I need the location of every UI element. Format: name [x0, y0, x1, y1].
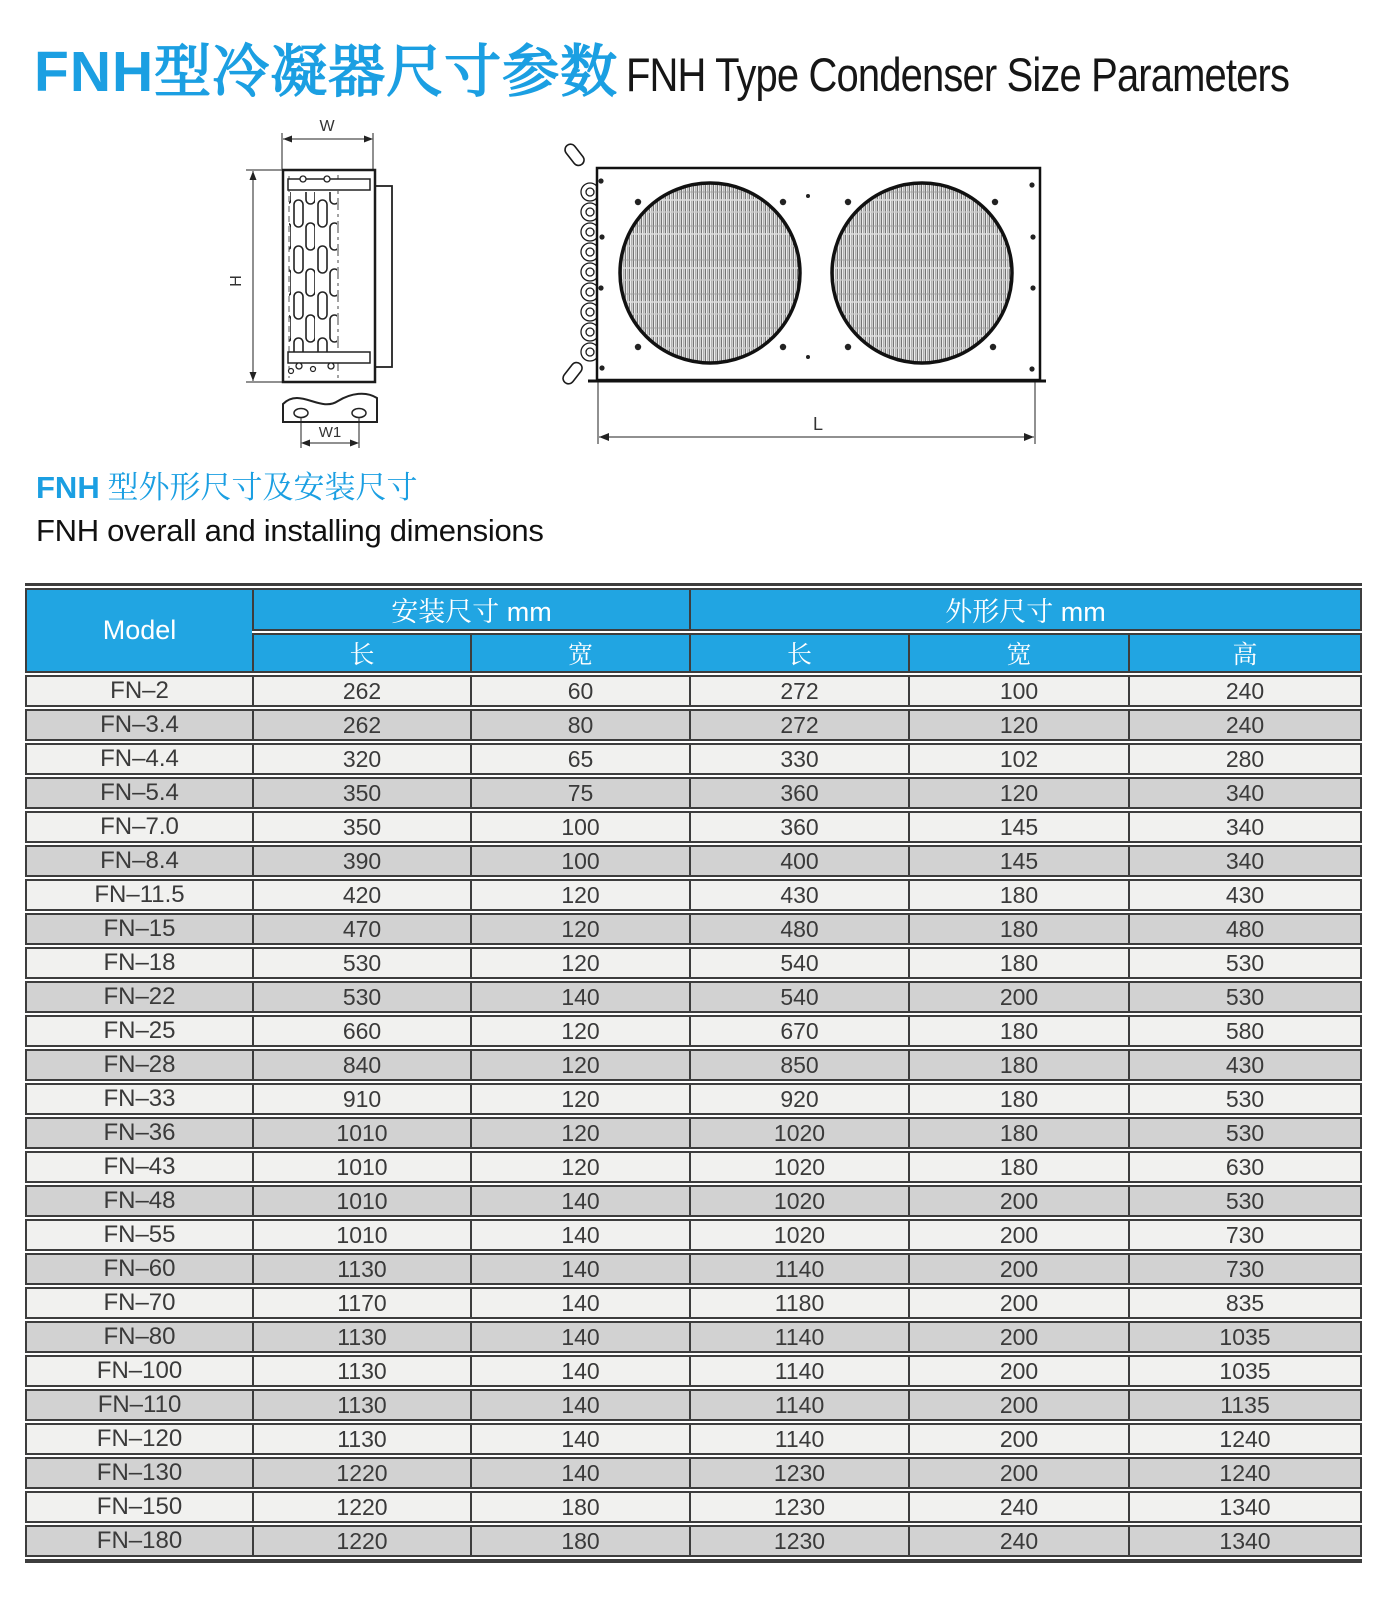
dimension-cell: 120 — [470, 1015, 689, 1047]
dimension-cell: 1240 — [1128, 1457, 1362, 1489]
model-cell: FN–55 — [25, 1219, 252, 1251]
model-cell: FN–150 — [25, 1491, 252, 1523]
table-row — [25, 811, 1362, 843]
dimension-cell: 430 — [1128, 879, 1362, 911]
dimension-cell: 530 — [1128, 981, 1362, 1013]
table-row — [25, 1423, 1362, 1455]
model-cell: FN–130 — [25, 1457, 252, 1489]
dimension-cell: 200 — [908, 1457, 1128, 1489]
coil-slot-pattern — [289, 192, 337, 354]
dimension-cell: 180 — [470, 1491, 689, 1523]
dimension-cell: 120 — [908, 709, 1128, 741]
dimension-cell: 1140 — [689, 1389, 908, 1421]
dimension-cell: 102 — [908, 743, 1128, 775]
table-row — [25, 1083, 1362, 1115]
dimension-cell: 1130 — [252, 1423, 470, 1455]
dimension-cell: 1170 — [252, 1287, 470, 1319]
dimension-cell: 60 — [470, 675, 689, 707]
label-w1: W1 — [318, 424, 342, 441]
dimension-cell: 530 — [1128, 947, 1362, 979]
dimension-cell: 1240 — [1128, 1423, 1362, 1455]
dimension-cell: 360 — [689, 777, 908, 809]
dimension-cell: 75 — [470, 777, 689, 809]
dimension-cell: 530 — [1128, 1185, 1362, 1217]
fan-grille-left — [620, 183, 800, 363]
page-title-chinese: FNH型冷凝器尺寸参数 — [34, 40, 619, 104]
size-table-body — [25, 675, 1362, 1557]
header-install-group: 安装尺寸 mm — [252, 588, 689, 631]
model-cell: FN–180 — [25, 1525, 252, 1557]
dimension-cell: 140 — [470, 1389, 689, 1421]
dimension-cell: 120 — [470, 1151, 689, 1183]
dimension-cell: 1020 — [689, 1117, 908, 1149]
table-row — [25, 1049, 1362, 1081]
dimension-cell: 920 — [689, 1083, 908, 1115]
section-heading-chinese — [36, 470, 544, 506]
dimension-cell: 240 — [908, 1491, 1128, 1523]
label-h: H — [228, 275, 245, 287]
dimension-cell: 530 — [252, 947, 470, 979]
dimension-cell: 200 — [908, 1423, 1128, 1455]
dimension-cell: 200 — [908, 1185, 1128, 1217]
dimension-cell: 1140 — [689, 1321, 908, 1353]
page-title — [34, 26, 1385, 108]
dimension-cell: 1035 — [1128, 1355, 1362, 1387]
table-row — [25, 1457, 1362, 1489]
dimension-cell: 140 — [470, 1457, 689, 1489]
model-cell: FN–4.4 — [25, 743, 252, 775]
dimension-cell: 120 — [470, 1117, 689, 1149]
dimension-cell: 910 — [252, 1083, 470, 1115]
dimension-cell: 1180 — [689, 1287, 908, 1319]
dimension-cell: 1140 — [689, 1423, 908, 1455]
dimension-cell: 1220 — [252, 1525, 470, 1557]
dimension-cell: 340 — [1128, 811, 1362, 843]
dimension-cell: 180 — [908, 879, 1128, 911]
dimension-cell: 80 — [470, 709, 689, 741]
dimension-cell: 1010 — [252, 1219, 470, 1251]
dimension-h — [246, 170, 283, 382]
dimension-cell: 280 — [1128, 743, 1362, 775]
dimension-cell: 540 — [689, 981, 908, 1013]
dimension-cell: 660 — [252, 1015, 470, 1047]
dimension-cell: 480 — [689, 913, 908, 945]
dimension-cell: 1230 — [689, 1457, 908, 1489]
model-cell: FN–25 — [25, 1015, 252, 1047]
dimension-cell: 200 — [908, 981, 1128, 1013]
dimension-cell: 272 — [689, 675, 908, 707]
model-cell: FN–7.0 — [25, 811, 252, 843]
model-cell: FN–18 — [25, 947, 252, 979]
table-row — [25, 1355, 1362, 1387]
dimension-cell: 530 — [1128, 1117, 1362, 1149]
dimension-cell: 140 — [470, 1355, 689, 1387]
model-cell: FN–15 — [25, 913, 252, 945]
dimension-cell: 1230 — [689, 1491, 908, 1523]
model-cell: FN–28 — [25, 1049, 252, 1081]
subheader-install-width: 宽 — [470, 633, 689, 673]
model-cell: FN–22 — [25, 981, 252, 1013]
dimension-cell: 200 — [908, 1389, 1128, 1421]
table-row — [25, 1117, 1362, 1149]
table-row — [25, 1491, 1362, 1523]
dimension-cell: 1130 — [252, 1253, 470, 1285]
dimension-cell: 730 — [1128, 1253, 1362, 1285]
table-row — [25, 1287, 1362, 1319]
size-table-header — [25, 588, 1362, 673]
dimension-cell: 400 — [689, 845, 908, 877]
size-table-wrap — [25, 583, 1362, 1563]
dimension-cell: 145 — [908, 845, 1128, 877]
model-cell: FN–120 — [25, 1423, 252, 1455]
dimension-cell: 140 — [470, 1219, 689, 1251]
dimension-cell: 120 — [470, 1083, 689, 1115]
table-row — [25, 1525, 1362, 1557]
dimension-cell: 240 — [1128, 675, 1362, 707]
model-cell: FN–100 — [25, 1355, 252, 1387]
dimension-cell: 340 — [1128, 777, 1362, 809]
model-cell: FN–36 — [25, 1117, 252, 1149]
table-row — [25, 743, 1362, 775]
dimension-cell: 180 — [908, 1083, 1128, 1115]
size-table — [25, 586, 1362, 1559]
dimension-cell: 140 — [470, 1321, 689, 1353]
subheader-overall-length: 长 — [689, 633, 908, 673]
dimension-cell: 180 — [908, 913, 1128, 945]
dimension-cell: 180 — [908, 1015, 1128, 1047]
model-cell: FN–48 — [25, 1185, 252, 1217]
model-cell: FN–3.4 — [25, 709, 252, 741]
dimension-cell: 200 — [908, 1287, 1128, 1319]
model-cell: FN–33 — [25, 1083, 252, 1115]
model-cell: FN–8.4 — [25, 845, 252, 877]
dimension-cell: 530 — [252, 981, 470, 1013]
dimension-cell: 630 — [1128, 1151, 1362, 1183]
dimension-cell: 1035 — [1128, 1321, 1362, 1353]
dimension-cell: 140 — [470, 1423, 689, 1455]
section-heading-english: FNH overall and installing dimensions — [36, 512, 544, 548]
dimension-cell: 140 — [470, 1185, 689, 1217]
model-cell: FN–43 — [25, 1151, 252, 1183]
dimension-cell: 670 — [689, 1015, 908, 1047]
table-row — [25, 1253, 1362, 1285]
coil-loops — [561, 142, 599, 386]
table-row — [25, 947, 1362, 979]
dimension-cell: 1340 — [1128, 1491, 1362, 1523]
dimension-l — [598, 382, 1035, 444]
dimension-cell: 1020 — [689, 1219, 908, 1251]
dimension-cell: 850 — [689, 1049, 908, 1081]
dimension-cell: 420 — [252, 879, 470, 911]
dimension-cell: 120 — [470, 913, 689, 945]
dimension-cell: 180 — [908, 1151, 1128, 1183]
dimension-cell: 240 — [908, 1525, 1128, 1557]
dimension-cell: 320 — [252, 743, 470, 775]
fan-grille-right — [832, 183, 1012, 363]
dimension-cell: 200 — [908, 1219, 1128, 1251]
subheader-install-length: 长 — [252, 633, 470, 673]
dimension-cell: 262 — [252, 675, 470, 707]
dimension-cell: 730 — [1128, 1219, 1362, 1251]
dimension-cell: 100 — [908, 675, 1128, 707]
dimension-cell: 180 — [908, 1117, 1128, 1149]
dimension-cell: 1130 — [252, 1321, 470, 1353]
table-row — [25, 709, 1362, 741]
dimension-cell: 360 — [689, 811, 908, 843]
label-w: W — [319, 118, 335, 135]
dimension-cell: 100 — [470, 811, 689, 843]
dimension-cell: 120 — [470, 879, 689, 911]
dimension-cell: 1230 — [689, 1525, 908, 1557]
dimension-cell: 1020 — [689, 1151, 908, 1183]
dimension-cell: 200 — [908, 1321, 1128, 1353]
model-cell: FN–110 — [25, 1389, 252, 1421]
subheader-overall-width: 宽 — [908, 633, 1128, 673]
dimension-cell: 1010 — [252, 1151, 470, 1183]
bottom-mounting-bar — [288, 352, 370, 363]
dimension-cell: 330 — [689, 743, 908, 775]
dimension-cell: 65 — [470, 743, 689, 775]
dimension-cell: 140 — [470, 1253, 689, 1285]
dimension-cell: 1220 — [252, 1491, 470, 1523]
table-row — [25, 913, 1362, 945]
model-cell: FN–2 — [25, 675, 252, 707]
dimension-cell: 1010 — [252, 1185, 470, 1217]
dimension-cell: 350 — [252, 777, 470, 809]
dimension-cell: 262 — [252, 709, 470, 741]
dimension-cell: 1130 — [252, 1389, 470, 1421]
dimension-cell: 1140 — [689, 1253, 908, 1285]
mounting-bracket — [283, 394, 377, 448]
dimension-cell: 390 — [252, 845, 470, 877]
dimension-cell: 120 — [470, 1049, 689, 1081]
model-cell: FN–11.5 — [25, 879, 252, 911]
dimension-cell: 540 — [689, 947, 908, 979]
dimension-cell: 430 — [689, 879, 908, 911]
dimension-cell: 120 — [908, 777, 1128, 809]
dimension-cell: 350 — [252, 811, 470, 843]
section-heading-chinese-rest: 型外形尺寸及安装尺寸 — [99, 470, 418, 505]
dimension-cell: 1010 — [252, 1117, 470, 1149]
dimension-cell: 140 — [470, 1287, 689, 1319]
table-row — [25, 845, 1362, 877]
brand-text: FNH — [36, 470, 100, 505]
front-view-drawing — [555, 135, 1100, 460]
dimension-cell: 1130 — [252, 1355, 470, 1387]
page-title-english: FNH Type Condenser Size Parameters — [626, 48, 1290, 101]
table-row — [25, 981, 1362, 1013]
dimension-cell: 530 — [1128, 1083, 1362, 1115]
dimension-cell: 840 — [252, 1049, 470, 1081]
dimension-cell: 200 — [908, 1355, 1128, 1387]
dimension-cell: 145 — [908, 811, 1128, 843]
model-cell: FN–60 — [25, 1253, 252, 1285]
table-row — [25, 777, 1362, 809]
label-l: L — [812, 414, 824, 434]
dimension-cell: 240 — [1128, 709, 1362, 741]
model-cell: FN–70 — [25, 1287, 252, 1319]
dimension-cell: 470 — [252, 913, 470, 945]
model-cell: FN–80 — [25, 1321, 252, 1353]
section-heading — [36, 470, 544, 548]
table-row — [25, 879, 1362, 911]
dimension-cell: 1020 — [689, 1185, 908, 1217]
table-row — [25, 675, 1362, 707]
header-overall-group: 外形尺寸 mm — [689, 588, 1362, 631]
table-row — [25, 1389, 1362, 1421]
dimension-cell: 272 — [689, 709, 908, 741]
dimension-cell: 1340 — [1128, 1525, 1362, 1557]
dimension-cell: 835 — [1128, 1287, 1362, 1319]
table-row — [25, 1321, 1362, 1353]
dimension-cell: 180 — [908, 947, 1128, 979]
dimension-cell: 100 — [470, 845, 689, 877]
table-row — [25, 1185, 1362, 1217]
dimension-cell: 580 — [1128, 1015, 1362, 1047]
dimension-cell: 1220 — [252, 1457, 470, 1489]
dimension-cell: 480 — [1128, 913, 1362, 945]
dimension-cell: 430 — [1128, 1049, 1362, 1081]
dimension-cell: 180 — [908, 1049, 1128, 1081]
dimension-cell: 1140 — [689, 1355, 908, 1387]
table-row — [25, 1219, 1362, 1251]
dimension-cell: 140 — [470, 981, 689, 1013]
dimension-cell: 180 — [470, 1525, 689, 1557]
dimension-cell: 200 — [908, 1253, 1128, 1285]
side-view-drawing — [205, 110, 465, 460]
dimension-cell: 120 — [470, 947, 689, 979]
subheader-overall-height: 高 — [1128, 633, 1362, 673]
dimension-cell: 340 — [1128, 845, 1362, 877]
table-row — [25, 1015, 1362, 1047]
condenser-side-body — [283, 170, 392, 382]
dimension-w — [282, 133, 373, 169]
table-row — [25, 1151, 1362, 1183]
model-cell: FN–5.4 — [25, 777, 252, 809]
header-model: Model — [25, 588, 252, 673]
dimension-cell: 1135 — [1128, 1389, 1362, 1421]
